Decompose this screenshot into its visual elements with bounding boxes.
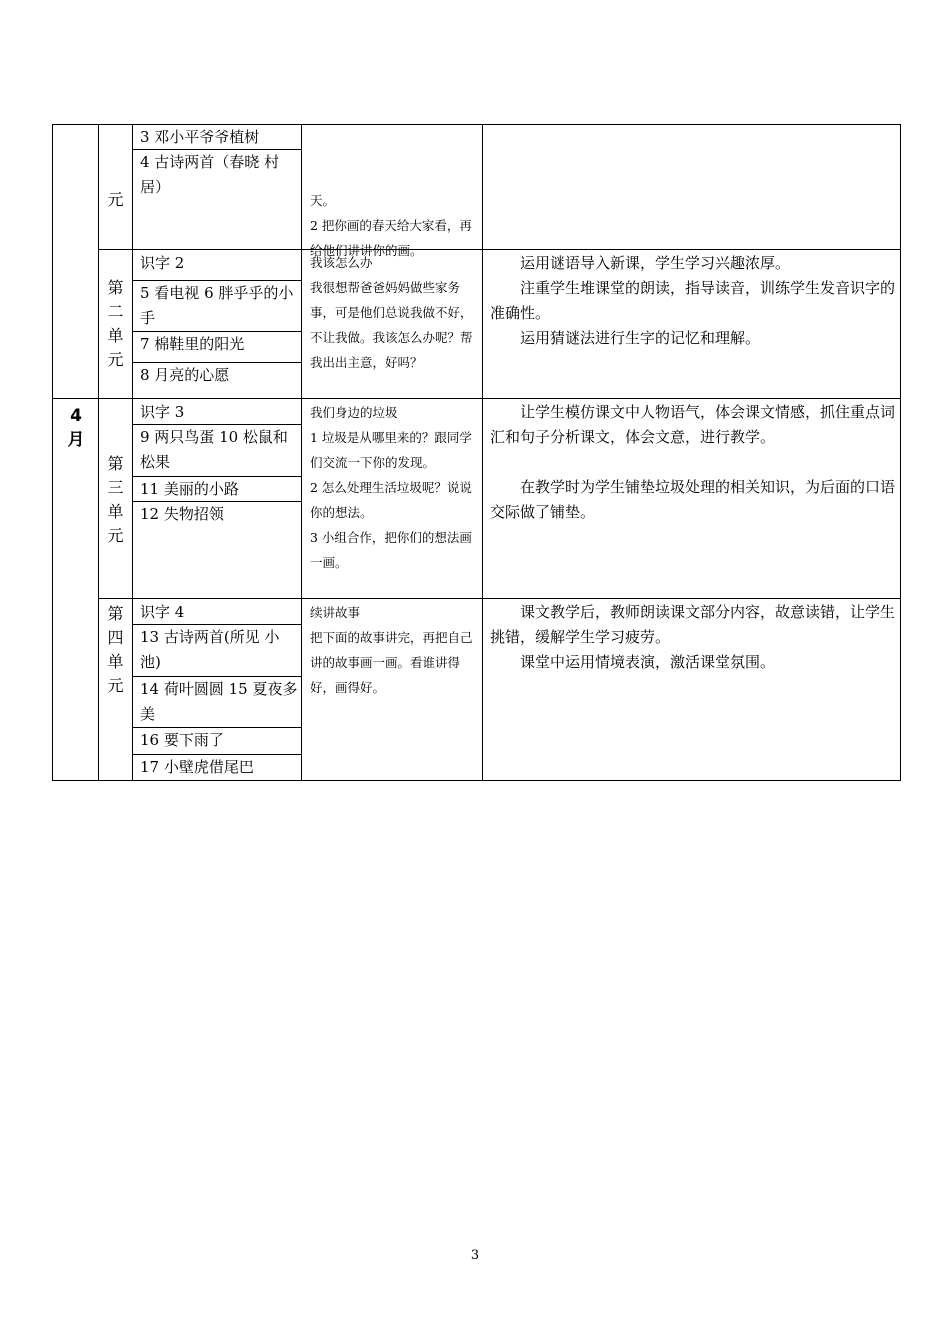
lesson-item: 识字 3 bbox=[140, 403, 185, 421]
lesson-item: 17 小壁虎借尾巴 bbox=[140, 758, 254, 776]
teaching-note-block: 课文教学后，教师朗读课文部分内容，故意读错，让学生挑错，缓解学生学习疲劳。 课堂中运用情境表演，激活课堂氛围。 bbox=[490, 603, 896, 671]
month-char: 月 bbox=[67, 430, 85, 450]
unit-fourth: 第 四 单 元 bbox=[107, 604, 124, 695]
teaching-note-block: 让学生模仿课文中人物语气，体会课文情感，抓住重点词汇和句子分析课文，体会文意，进行教学。 在教学时为学生铺垫垃圾处理的相关知识，为后面的口语交际做了铺垫。 bbox=[490, 403, 896, 521]
lesson-item: 7 棉鞋里的阳光 bbox=[140, 335, 245, 353]
month-number: 4 bbox=[70, 406, 82, 426]
oral-topic-block: 续讲故事 把下面的故事讲完，再把自己讲的故事画一画。看谁讲得好，画得好。 bbox=[310, 605, 473, 695]
oral-topic-block: 我该怎么办 我很想帮爸爸妈妈做些家务事，可是他们总说我做不好，不让我做。我该怎么办呢？帮我出出主意，好吗？ bbox=[310, 255, 473, 370]
page-number: 3 bbox=[470, 1248, 480, 1263]
oral-topic-block: 天。 2 把你画的春天给大家看，再给他们讲讲你的画。 bbox=[310, 193, 472, 258]
lesson-item: 识字 4 bbox=[140, 603, 185, 621]
lesson-item: 4 古诗两首（春晓 村居） bbox=[140, 153, 280, 196]
lesson-item: 16 要下雨了 bbox=[140, 731, 224, 749]
unit-third: 第 三 单 元 bbox=[107, 454, 124, 545]
unit-second: 第 二 单 元 bbox=[107, 278, 124, 369]
teaching-note-block: 运用谜语导入新课，学生学习兴趣浓厚。 注重学生堆课堂的朗读，指导读音，训练学生发音识字的准确性。 运用猜谜法进行生字的记忆和理解。 bbox=[490, 254, 896, 347]
oral-topic-block: 我们身边的垃圾 1 垃圾是从哪里来的？跟同学们交流一下你的发现。 2 怎么处理生活垃圾呢？说说你的想法。 3 小组合作，把你们的想法画一画。 bbox=[310, 405, 472, 570]
lesson-item: 5 看电视 6 胖乎乎的小手 bbox=[140, 284, 294, 327]
unit-first-tail: 元 bbox=[107, 190, 124, 209]
lesson-item: 9 两只鸟蛋 10 松鼠和松果 bbox=[140, 428, 288, 471]
lesson-item: 14 荷叶圆圆 15 夏夜多美 bbox=[140, 680, 298, 723]
lesson-item: 12 失物招领 bbox=[140, 505, 224, 523]
lesson-item: 13 古诗两首(所见 小池) bbox=[140, 628, 280, 671]
lesson-item: 11 美丽的小路 bbox=[140, 480, 239, 498]
lesson-item: 8 月亮的心愿 bbox=[140, 366, 230, 384]
month-label bbox=[54, 404, 98, 452]
lesson-item: 识字 2 bbox=[140, 254, 185, 272]
lesson-item: 3 邓小平爷爷植树 bbox=[140, 128, 260, 146]
